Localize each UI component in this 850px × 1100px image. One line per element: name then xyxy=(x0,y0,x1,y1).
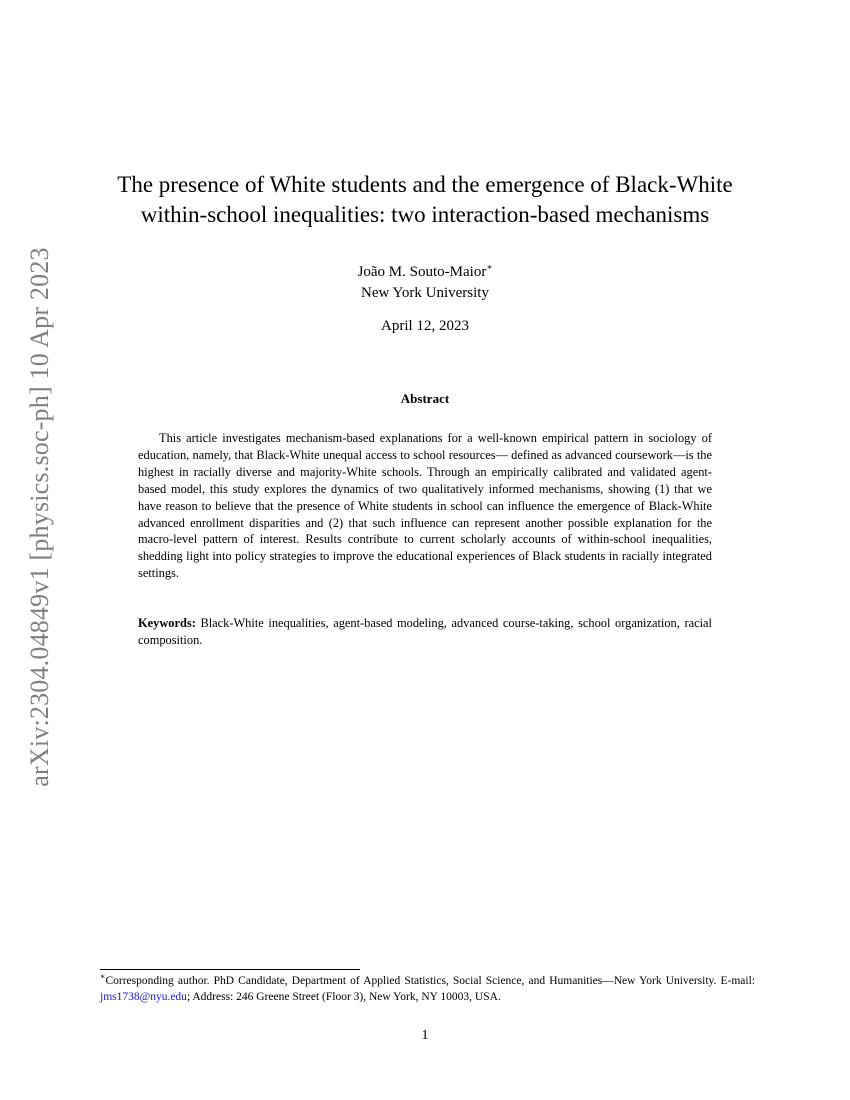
paper-title xyxy=(90,170,760,230)
footnote-divider xyxy=(100,969,360,970)
title-line-1: The presence of White students and the emergence of Black-White xyxy=(117,172,733,197)
keywords-paragraph xyxy=(138,615,712,649)
author-name: João M. Souto-Maior xyxy=(357,264,487,280)
page-number: 1 xyxy=(421,1028,429,1043)
author-name-block xyxy=(0,261,850,283)
arxiv-identifier: arXiv:2304.04849v1 [physics.soc-ph] 10 Apr 2023 xyxy=(25,247,54,787)
footnote xyxy=(100,973,755,1005)
keywords-text: Black-White inequalities, agent-based modeling, advanced course-taking, school organization, racial composition. xyxy=(138,616,712,647)
abstract-body: This article investigates mechanism-based explanations for a well-known empirical pattern in sociology of education, namely, that Black-White unequal access to school resources— defined as advanced coursework—is the highest in racially diverse and majority-White schools. Through an empirically calibrated and validated agent-based model, this study explores the dynamics of two qualitatively informed mechanisms, showing (1) that we have reason to believe that the presence of White students in school can influence the emergence of Black-White advanced enrollment disparities and (2) that such influence can represent another possible explanation for the macro-level pattern of interest. Results contribute to current scholarly accounts of within-school inequalities, shedding light into policy strategies to improve the educational experiences of Black students in racially integrated settings. xyxy=(138,431,712,581)
abstract-heading: Abstract xyxy=(400,391,450,406)
keywords-label: Keywords: xyxy=(138,616,196,630)
author-footnote-mark[interactable]: ∗ xyxy=(486,262,493,272)
author-affiliation: New York University xyxy=(361,285,489,301)
footnote-text-start: Corresponding author. PhD Candidate, Department of Applied Statistics, Social Science, and Humanities—New York University. E-mail: xyxy=(105,975,755,987)
email-link[interactable]: jms1738@nyu.edu xyxy=(100,991,187,1003)
footnote-text-end: ; Address: 246 Greene Street (Floor 3), New York, NY 10003, USA. xyxy=(186,991,501,1003)
paper-date: April 12, 2023 xyxy=(381,318,469,334)
footnote-mark: ∗ xyxy=(100,972,106,982)
title-line-2: within-school inequalities: two interaction-based mechanisms xyxy=(140,202,710,227)
